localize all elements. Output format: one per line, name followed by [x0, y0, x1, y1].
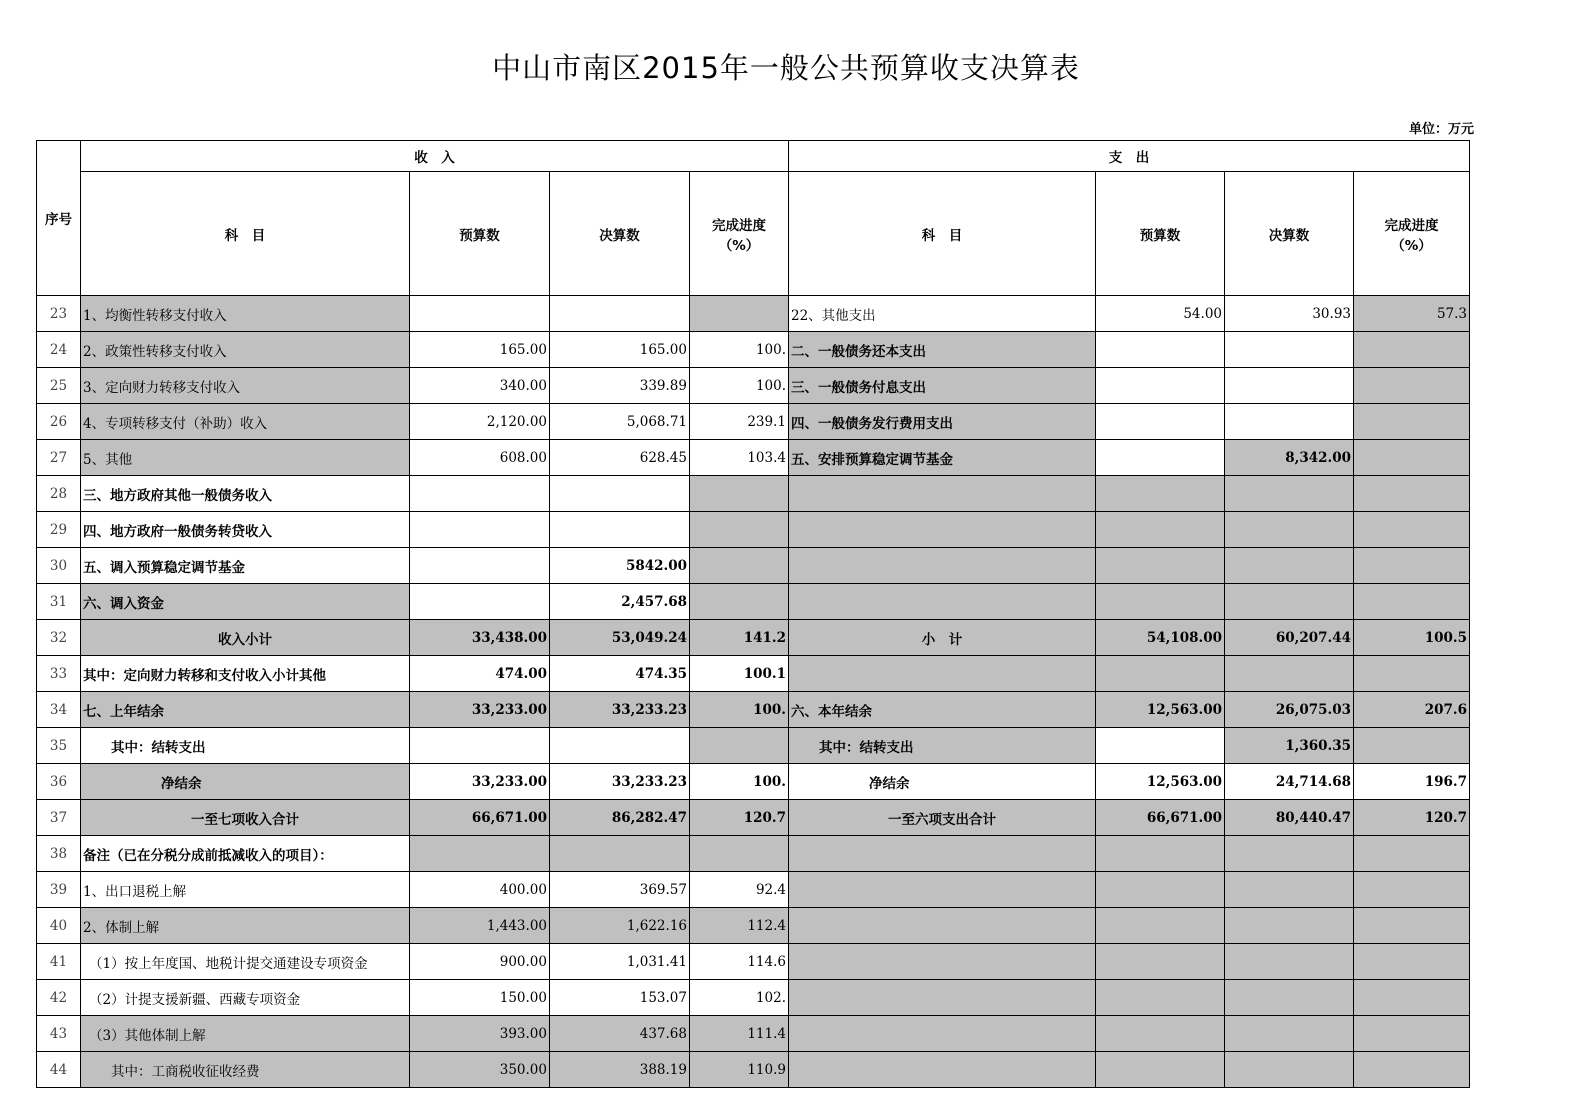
seq-cell: 43 [37, 1016, 81, 1052]
income-final-cell: 339.89 [550, 368, 690, 404]
expense-final-cell: 8,342.00 [1225, 440, 1354, 476]
table-row [37, 440, 1470, 476]
expense-budget-cell: 12,563.00 [1096, 764, 1225, 800]
income-progress-cell: 110.9 [690, 1052, 789, 1088]
table-row [37, 620, 1470, 656]
expense-budget-cell [1096, 584, 1225, 620]
income-subject-cell: 2、体制上解 [81, 908, 410, 944]
income-subject-cell: 其中：工商税收征收经费 [81, 1052, 410, 1088]
expense-progress-cell [1354, 1016, 1470, 1052]
income-budget-cell [410, 296, 550, 332]
table-row [37, 404, 1470, 440]
income-subject-header: 科 目 [81, 172, 410, 296]
expense-budget-cell [1096, 548, 1225, 584]
expense-budget-cell [1096, 404, 1225, 440]
expense-progress-cell: 57.3 [1354, 296, 1470, 332]
income-progress-cell [690, 512, 789, 548]
expense-final-cell [1225, 584, 1354, 620]
expense-budget-cell [1096, 656, 1225, 692]
income-budget-cell: 165.00 [410, 332, 550, 368]
expense-budget-cell [1096, 980, 1225, 1016]
expense-progress-cell [1354, 512, 1470, 548]
income-budget-cell: 400.00 [410, 872, 550, 908]
expense-budget-cell [1096, 1052, 1225, 1088]
expense-progress-cell [1354, 332, 1470, 368]
seq-cell: 24 [37, 332, 81, 368]
table-row [37, 368, 1470, 404]
expense-subject-cell: 小 计 [789, 620, 1096, 656]
income-final-header: 决算数 [550, 172, 690, 296]
progress-unit: （%） [718, 237, 760, 254]
expense-final-cell [1225, 548, 1354, 584]
table-row [37, 764, 1470, 800]
expense-final-cell: 30.93 [1225, 296, 1354, 332]
expense-final-cell [1225, 404, 1354, 440]
expense-budget-cell [1096, 728, 1225, 764]
expense-progress-cell [1354, 944, 1470, 980]
progress-unit: （%） [1391, 237, 1432, 254]
income-subject-cell: 收入小计 [81, 620, 410, 656]
expense-final-cell [1225, 476, 1354, 512]
table-row [37, 1016, 1470, 1052]
seq-cell: 41 [37, 944, 81, 980]
income-progress-cell [690, 296, 789, 332]
income-budget-cell: 474.00 [410, 656, 550, 692]
income-progress-header [690, 172, 789, 296]
expense-subject-cell: 五、安排预算稳定调节基金 [789, 440, 1096, 476]
income-budget-cell [410, 548, 550, 584]
expense-final-cell [1225, 332, 1354, 368]
expense-budget-cell [1096, 836, 1225, 872]
income-final-cell: 33,233.23 [550, 692, 690, 728]
income-final-cell [550, 836, 690, 872]
income-final-cell: 33,233.23 [550, 764, 690, 800]
expense-progress-cell [1354, 1052, 1470, 1088]
income-progress-cell: 100.1 [690, 656, 789, 692]
expense-progress-cell [1354, 548, 1470, 584]
expense-budget-cell [1096, 332, 1225, 368]
seq-cell: 40 [37, 908, 81, 944]
income-final-cell: 53,049.24 [550, 620, 690, 656]
income-budget-cell: 66,671.00 [410, 800, 550, 836]
income-final-cell [550, 296, 690, 332]
table-row [37, 908, 1470, 944]
expense-subject-cell [789, 656, 1096, 692]
expense-progress-cell [1354, 440, 1470, 476]
income-subject-cell: 2、政策性转移支付收入 [81, 332, 410, 368]
header-row-columns [37, 172, 1470, 296]
income-subject-cell: 3、定向财力转移支付收入 [81, 368, 410, 404]
income-budget-header: 预算数 [410, 172, 550, 296]
income-progress-cell: 92.4 [690, 872, 789, 908]
expense-progress-cell: 120.7 [1354, 800, 1470, 836]
income-final-cell: 5,068.71 [550, 404, 690, 440]
income-final-cell: 474.35 [550, 656, 690, 692]
income-budget-cell: 393.00 [410, 1016, 550, 1052]
expense-budget-cell: 12,563.00 [1096, 692, 1225, 728]
expense-budget-cell [1096, 908, 1225, 944]
income-budget-cell: 340.00 [410, 368, 550, 404]
expense-final-cell: 24,714.68 [1225, 764, 1354, 800]
expense-budget-cell [1096, 872, 1225, 908]
income-progress-cell: 102. [690, 980, 789, 1016]
expense-budget-cell [1096, 512, 1225, 548]
expense-subject-cell [789, 512, 1096, 548]
expense-budget-cell: 66,671.00 [1096, 800, 1225, 836]
expense-progress-cell [1354, 404, 1470, 440]
table-row [37, 296, 1470, 332]
income-progress-cell: 112.4 [690, 908, 789, 944]
table-row [37, 512, 1470, 548]
income-progress-cell [690, 548, 789, 584]
expense-final-cell: 60,207.44 [1225, 620, 1354, 656]
expense-progress-cell [1354, 584, 1470, 620]
income-subject-cell: 七、上年结余 [81, 692, 410, 728]
expense-subject-cell [789, 872, 1096, 908]
seq-cell: 26 [37, 404, 81, 440]
expense-budget-cell [1096, 440, 1225, 476]
seq-cell: 27 [37, 440, 81, 476]
income-budget-cell [410, 476, 550, 512]
expense-progress-cell [1354, 476, 1470, 512]
expense-subject-cell [789, 836, 1096, 872]
seq-cell: 37 [37, 800, 81, 836]
income-header: 收 入 [81, 141, 789, 172]
table-row [37, 980, 1470, 1016]
expense-progress-cell [1354, 368, 1470, 404]
seq-cell: 38 [37, 836, 81, 872]
expense-budget-cell [1096, 944, 1225, 980]
income-progress-cell: 100. [690, 764, 789, 800]
income-budget-cell: 33,438.00 [410, 620, 550, 656]
income-budget-cell [410, 584, 550, 620]
page-title: 中山市南区2015年一般公共预算收支决算表 [492, 51, 1080, 85]
income-final-cell [550, 728, 690, 764]
seq-cell: 35 [37, 728, 81, 764]
unit-label: 单位：万元 [1408, 122, 1474, 137]
seq-cell: 25 [37, 368, 81, 404]
expense-subject-cell: 一至六项支出合计 [789, 800, 1096, 836]
income-budget-cell [410, 728, 550, 764]
expense-budget-cell: 54.00 [1096, 296, 1225, 332]
expense-final-cell [1225, 1052, 1354, 1088]
budget-table [36, 140, 1470, 1088]
expense-subject-cell [789, 980, 1096, 1016]
seq-cell: 34 [37, 692, 81, 728]
expense-subject-cell: 22、其他支出 [789, 296, 1096, 332]
seq-cell: 44 [37, 1052, 81, 1088]
expense-progress-cell [1354, 908, 1470, 944]
header-row-top [37, 141, 1470, 172]
expense-progress-cell: 207.6 [1354, 692, 1470, 728]
income-subject-cell: 三、地方政府其他一般债务收入 [81, 476, 410, 512]
table-row [37, 836, 1470, 872]
expense-progress-header [1354, 172, 1470, 296]
expense-final-cell [1225, 980, 1354, 1016]
income-subject-cell: 备注（已在分税分成前抵减收入的项目）： [81, 836, 410, 872]
progress-label: 完成进度 [1384, 217, 1439, 234]
income-subject-cell: 五、调入预算稳定调节基金 [81, 548, 410, 584]
income-subject-cell: 四、地方政府一般债务转贷收入 [81, 512, 410, 548]
table-row [37, 332, 1470, 368]
expense-progress-cell: 196.7 [1354, 764, 1470, 800]
table-row [37, 656, 1470, 692]
expense-subject-cell [789, 476, 1096, 512]
expense-subject-cell: 三、一般债务付息支出 [789, 368, 1096, 404]
expense-progress-cell [1354, 836, 1470, 872]
income-progress-cell [690, 476, 789, 512]
seq-cell: 36 [37, 764, 81, 800]
income-subject-cell: 4、专项转移支付（补助）收入 [81, 404, 410, 440]
expense-subject-cell [789, 944, 1096, 980]
income-final-cell [550, 512, 690, 548]
income-final-cell: 437.68 [550, 1016, 690, 1052]
income-budget-cell: 900.00 [410, 944, 550, 980]
income-budget-cell: 33,233.00 [410, 764, 550, 800]
table-row [37, 1052, 1470, 1088]
income-final-cell: 1,031.41 [550, 944, 690, 980]
table-row [37, 692, 1470, 728]
table-row [37, 728, 1470, 764]
income-final-cell [550, 476, 690, 512]
expense-budget-header: 预算数 [1096, 172, 1225, 296]
income-subject-cell: 1、均衡性转移支付收入 [81, 296, 410, 332]
expense-final-cell [1225, 908, 1354, 944]
income-final-cell: 165.00 [550, 332, 690, 368]
table-row [37, 872, 1470, 908]
income-progress-cell: 120.7 [690, 800, 789, 836]
expense-subject-cell: 二、一般债务还本支出 [789, 332, 1096, 368]
income-progress-cell: 100. [690, 692, 789, 728]
expense-final-cell: 1,360.35 [1225, 728, 1354, 764]
income-progress-cell: 141.2 [690, 620, 789, 656]
expense-header: 支 出 [789, 141, 1470, 172]
income-final-cell: 369.57 [550, 872, 690, 908]
seq-cell: 23 [37, 296, 81, 332]
income-subject-cell: 1、出口退税上解 [81, 872, 410, 908]
table-row [37, 548, 1470, 584]
income-subject-cell: （2）计提支援新疆、西藏专项资金 [81, 980, 410, 1016]
seq-cell: 42 [37, 980, 81, 1016]
expense-final-cell [1225, 944, 1354, 980]
seq-header: 序号 [37, 141, 81, 296]
expense-final-cell [1225, 512, 1354, 548]
progress-label: 完成进度 [712, 217, 766, 234]
expense-progress-cell [1354, 656, 1470, 692]
income-budget-cell [410, 512, 550, 548]
expense-final-cell [1225, 1016, 1354, 1052]
income-budget-cell: 150.00 [410, 980, 550, 1016]
income-budget-cell: 608.00 [410, 440, 550, 476]
table-row [37, 476, 1470, 512]
table-row [37, 584, 1470, 620]
income-progress-cell: 111.4 [690, 1016, 789, 1052]
expense-final-cell [1225, 656, 1354, 692]
expense-subject-cell [789, 584, 1096, 620]
seq-cell: 39 [37, 872, 81, 908]
seq-cell: 31 [37, 584, 81, 620]
expense-subject-cell: 四、一般债务发行费用支出 [789, 404, 1096, 440]
income-subject-cell: 其中：结转支出 [81, 728, 410, 764]
income-budget-cell: 1,443.00 [410, 908, 550, 944]
seq-cell: 30 [37, 548, 81, 584]
expense-subject-cell [789, 548, 1096, 584]
income-budget-cell: 33,233.00 [410, 692, 550, 728]
income-progress-cell: 239.1 [690, 404, 789, 440]
income-progress-cell: 100. [690, 332, 789, 368]
income-progress-cell [690, 584, 789, 620]
income-final-cell: 86,282.47 [550, 800, 690, 836]
income-final-cell: 2,457.68 [550, 584, 690, 620]
income-subject-cell: （3）其他体制上解 [81, 1016, 410, 1052]
income-subject-cell: 一至七项收入合计 [81, 800, 410, 836]
expense-progress-cell [1354, 980, 1470, 1016]
income-final-cell: 153.07 [550, 980, 690, 1016]
income-progress-cell: 100. [690, 368, 789, 404]
income-final-cell: 5842.00 [550, 548, 690, 584]
expense-budget-cell: 54,108.00 [1096, 620, 1225, 656]
income-progress-cell: 103.4 [690, 440, 789, 476]
expense-final-cell: 26,075.03 [1225, 692, 1354, 728]
expense-progress-cell [1354, 872, 1470, 908]
expense-final-cell: 80,440.47 [1225, 800, 1354, 836]
expense-budget-cell [1096, 476, 1225, 512]
expense-subject-cell [789, 908, 1096, 944]
income-subject-cell: （1）按上年度国、地税计提交通建设专项资金 [81, 944, 410, 980]
income-budget-cell: 2,120.00 [410, 404, 550, 440]
expense-final-cell [1225, 368, 1354, 404]
expense-final-header: 决算数 [1225, 172, 1354, 296]
expense-final-cell [1225, 836, 1354, 872]
expense-final-cell [1225, 872, 1354, 908]
expense-budget-cell [1096, 1016, 1225, 1052]
expense-progress-cell: 100.5 [1354, 620, 1470, 656]
seq-cell: 29 [37, 512, 81, 548]
income-subject-cell: 5、其他 [81, 440, 410, 476]
expense-progress-cell [1354, 728, 1470, 764]
income-subject-cell: 净结余 [81, 764, 410, 800]
table-row [37, 944, 1470, 980]
income-final-cell: 1,622.16 [550, 908, 690, 944]
expense-subject-header: 科 目 [789, 172, 1096, 296]
income-progress-cell: 114.6 [690, 944, 789, 980]
seq-cell: 32 [37, 620, 81, 656]
income-final-cell: 388.19 [550, 1052, 690, 1088]
income-progress-cell [690, 728, 789, 764]
expense-budget-cell [1096, 368, 1225, 404]
expense-subject-cell: 六、本年结余 [789, 692, 1096, 728]
expense-subject-cell [789, 1016, 1096, 1052]
seq-cell: 28 [37, 476, 81, 512]
income-subject-cell: 其中：定向财力转移和支付收入小计其他 [81, 656, 410, 692]
income-budget-cell [410, 836, 550, 872]
income-progress-cell [690, 836, 789, 872]
table-row [37, 800, 1470, 836]
seq-cell: 33 [37, 656, 81, 692]
income-final-cell: 628.45 [550, 440, 690, 476]
income-budget-cell: 350.00 [410, 1052, 550, 1088]
expense-subject-cell [789, 1052, 1096, 1088]
income-subject-cell: 六、调入资金 [81, 584, 410, 620]
expense-subject-cell: 其中：结转支出 [789, 728, 1096, 764]
expense-subject-cell: 净结余 [789, 764, 1096, 800]
